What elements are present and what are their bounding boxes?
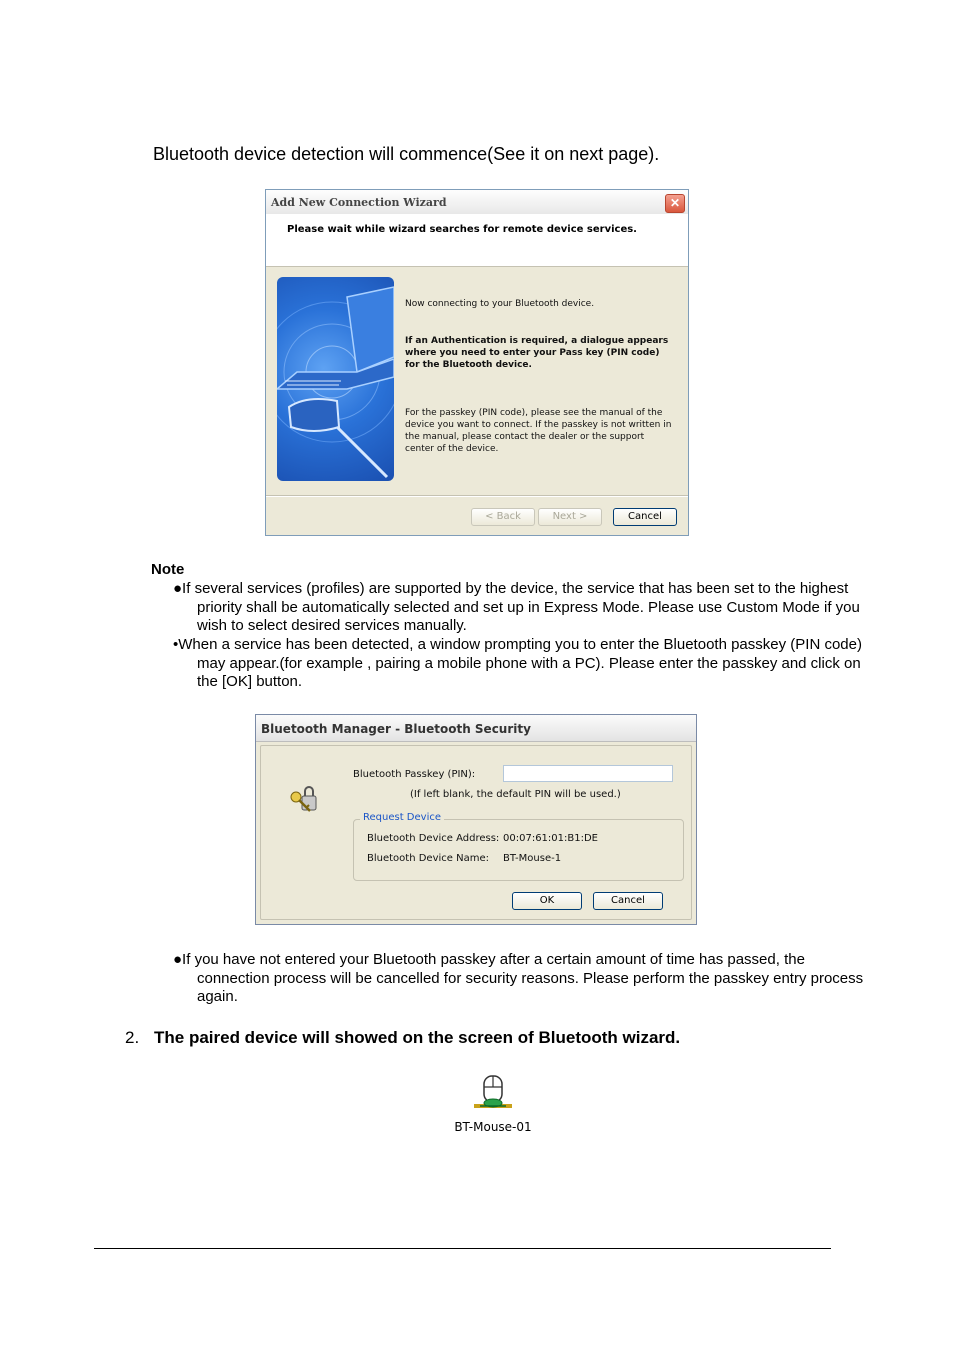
bluetooth-illustration [277,277,394,481]
security-cancel-button[interactable]: Cancel [593,892,663,910]
step-text: The paired device will showed on the screen of Bluetooth wizard. [154,1028,681,1047]
wizard-title: Add New Connection Wizard [271,196,447,209]
note-bullet-1: ●If several services (profiles) are supported by the device, the service that has been set to the highest priority shall be automatically selected and set up in Express Mode. Please use Custom Mode if you wish to select desired services manually. [173,580,860,634]
request-device-title: Request Device [360,812,444,823]
wizard-header [266,214,688,267]
authentication-text: If an Authentication is required, a dialogue appears where you need to enter your Pass key (PIN code) for the Bluetooth device. [405,336,669,370]
next-button[interactable]: Next > [538,508,602,526]
security-titlebar [256,715,696,742]
wizard-separator [266,495,688,497]
passkey-info-text: For the passkey (PIN code), please see the manual of the device you want to connect. If the passkey is not written in the manual, please contact the dealer or the support center of the device. [405,408,672,454]
back-button[interactable]: < Back [471,508,535,526]
key-lock-icon [286,781,322,822]
wizard-header-text: Please wait while wizard searches for remote device services. [287,224,637,235]
intro-text: Bluetooth device detection will commence(See it on next page). [153,144,660,164]
device-name-label: Bluetooth Device Name: [367,853,489,864]
add-connection-wizard-dialog [265,189,689,536]
default-pin-hint: (If left blank, the default PIN will be used.) [410,789,621,800]
step-number: 2. [125,1028,140,1047]
wizard-titlebar [266,190,688,215]
paired-device-item[interactable] [440,1073,546,1134]
note-bullet-2: •When a service has been detected, a window prompting you to enter the Bluetooth passkey (PIN code) may appear.(for example , pairing a mobile phone with a PC). Please enter the passkey and click on the [OK] button. [173,636,862,690]
mouse-icon [472,1073,514,1118]
connecting-text: Now connecting to your Bluetooth device. [405,299,595,309]
passkey-input[interactable] [503,765,673,782]
bluetooth-security-dialog [255,714,697,925]
footer-rule [94,1248,831,1249]
request-device-group [353,819,684,881]
step-2 [125,1028,680,1048]
close-icon[interactable]: ✕ [665,194,685,213]
ok-button[interactable]: OK [512,892,582,910]
note-heading: Note [151,561,185,578]
security-title: Bluetooth Manager - Bluetooth Security [261,722,531,736]
passkey-label: Bluetooth Passkey (PIN): [353,769,476,780]
wizard-cancel-button[interactable]: Cancel [613,508,677,526]
device-name-value: BT-Mouse-1 [503,853,562,864]
note-bullet-3: ●If you have not entered your Bluetooth passkey after a certain amount of time has passed, the connection process will be cancelled for security reasons. Please perform the passkey entry process again. [173,951,864,1005]
device-address-value: 00:07:61:01:B1:DE [503,833,598,844]
device-label: BT-Mouse-01 [454,1120,532,1134]
device-address-label: Bluetooth Device Address: [367,833,500,844]
